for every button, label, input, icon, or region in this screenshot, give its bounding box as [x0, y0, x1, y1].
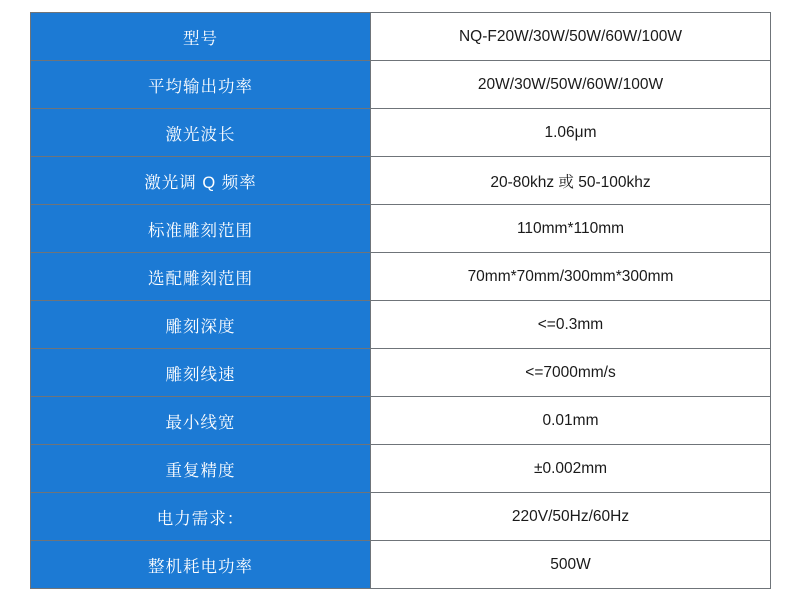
spec-value: 20W/30W/50W/60W/100W [371, 61, 771, 109]
table-row [31, 397, 771, 445]
table-row [31, 253, 771, 301]
spec-label: 最小线宽 [31, 397, 371, 445]
spec-label: 重复精度 [31, 445, 371, 493]
table-row [31, 109, 771, 157]
spec-value: 20-80khz 或 50-100khz [371, 157, 771, 205]
spec-value: NQ-F20W/30W/50W/60W/100W [371, 13, 771, 61]
spec-value: 70mm*70mm/300mm*300mm [371, 253, 771, 301]
table-row [31, 349, 771, 397]
spec-label: 电力需求： [31, 493, 371, 541]
spec-value: <=7000mm/s [371, 349, 771, 397]
table-row [31, 61, 771, 109]
spec-value: 220V/50Hz/60Hz [371, 493, 771, 541]
spec-value: 110mm*110mm [371, 205, 771, 253]
table-row [31, 157, 771, 205]
spec-label: 平均输出功率 [31, 61, 371, 109]
spec-value: 0.01mm [371, 397, 771, 445]
specification-table-body [31, 13, 771, 589]
table-row [31, 301, 771, 349]
spec-value: <=0.3mm [371, 301, 771, 349]
spec-label: 整机耗电功率 [31, 541, 371, 589]
table-row [31, 13, 771, 61]
table-row [31, 445, 771, 493]
spec-label: 雕刻线速 [31, 349, 371, 397]
spec-label: 标准雕刻范围 [31, 205, 371, 253]
specification-table [30, 12, 771, 589]
spec-label: 激光调 Q 频率 [31, 157, 371, 205]
table-row [31, 541, 771, 589]
spec-value: 500W [371, 541, 771, 589]
spec-label: 激光波长 [31, 109, 371, 157]
spec-label: 雕刻深度 [31, 301, 371, 349]
table-row [31, 493, 771, 541]
spec-label: 型号 [31, 13, 371, 61]
table-row [31, 205, 771, 253]
spec-label: 选配雕刻范围 [31, 253, 371, 301]
spec-value: 1.06μm [371, 109, 771, 157]
spec-value: ±0.002mm [371, 445, 771, 493]
